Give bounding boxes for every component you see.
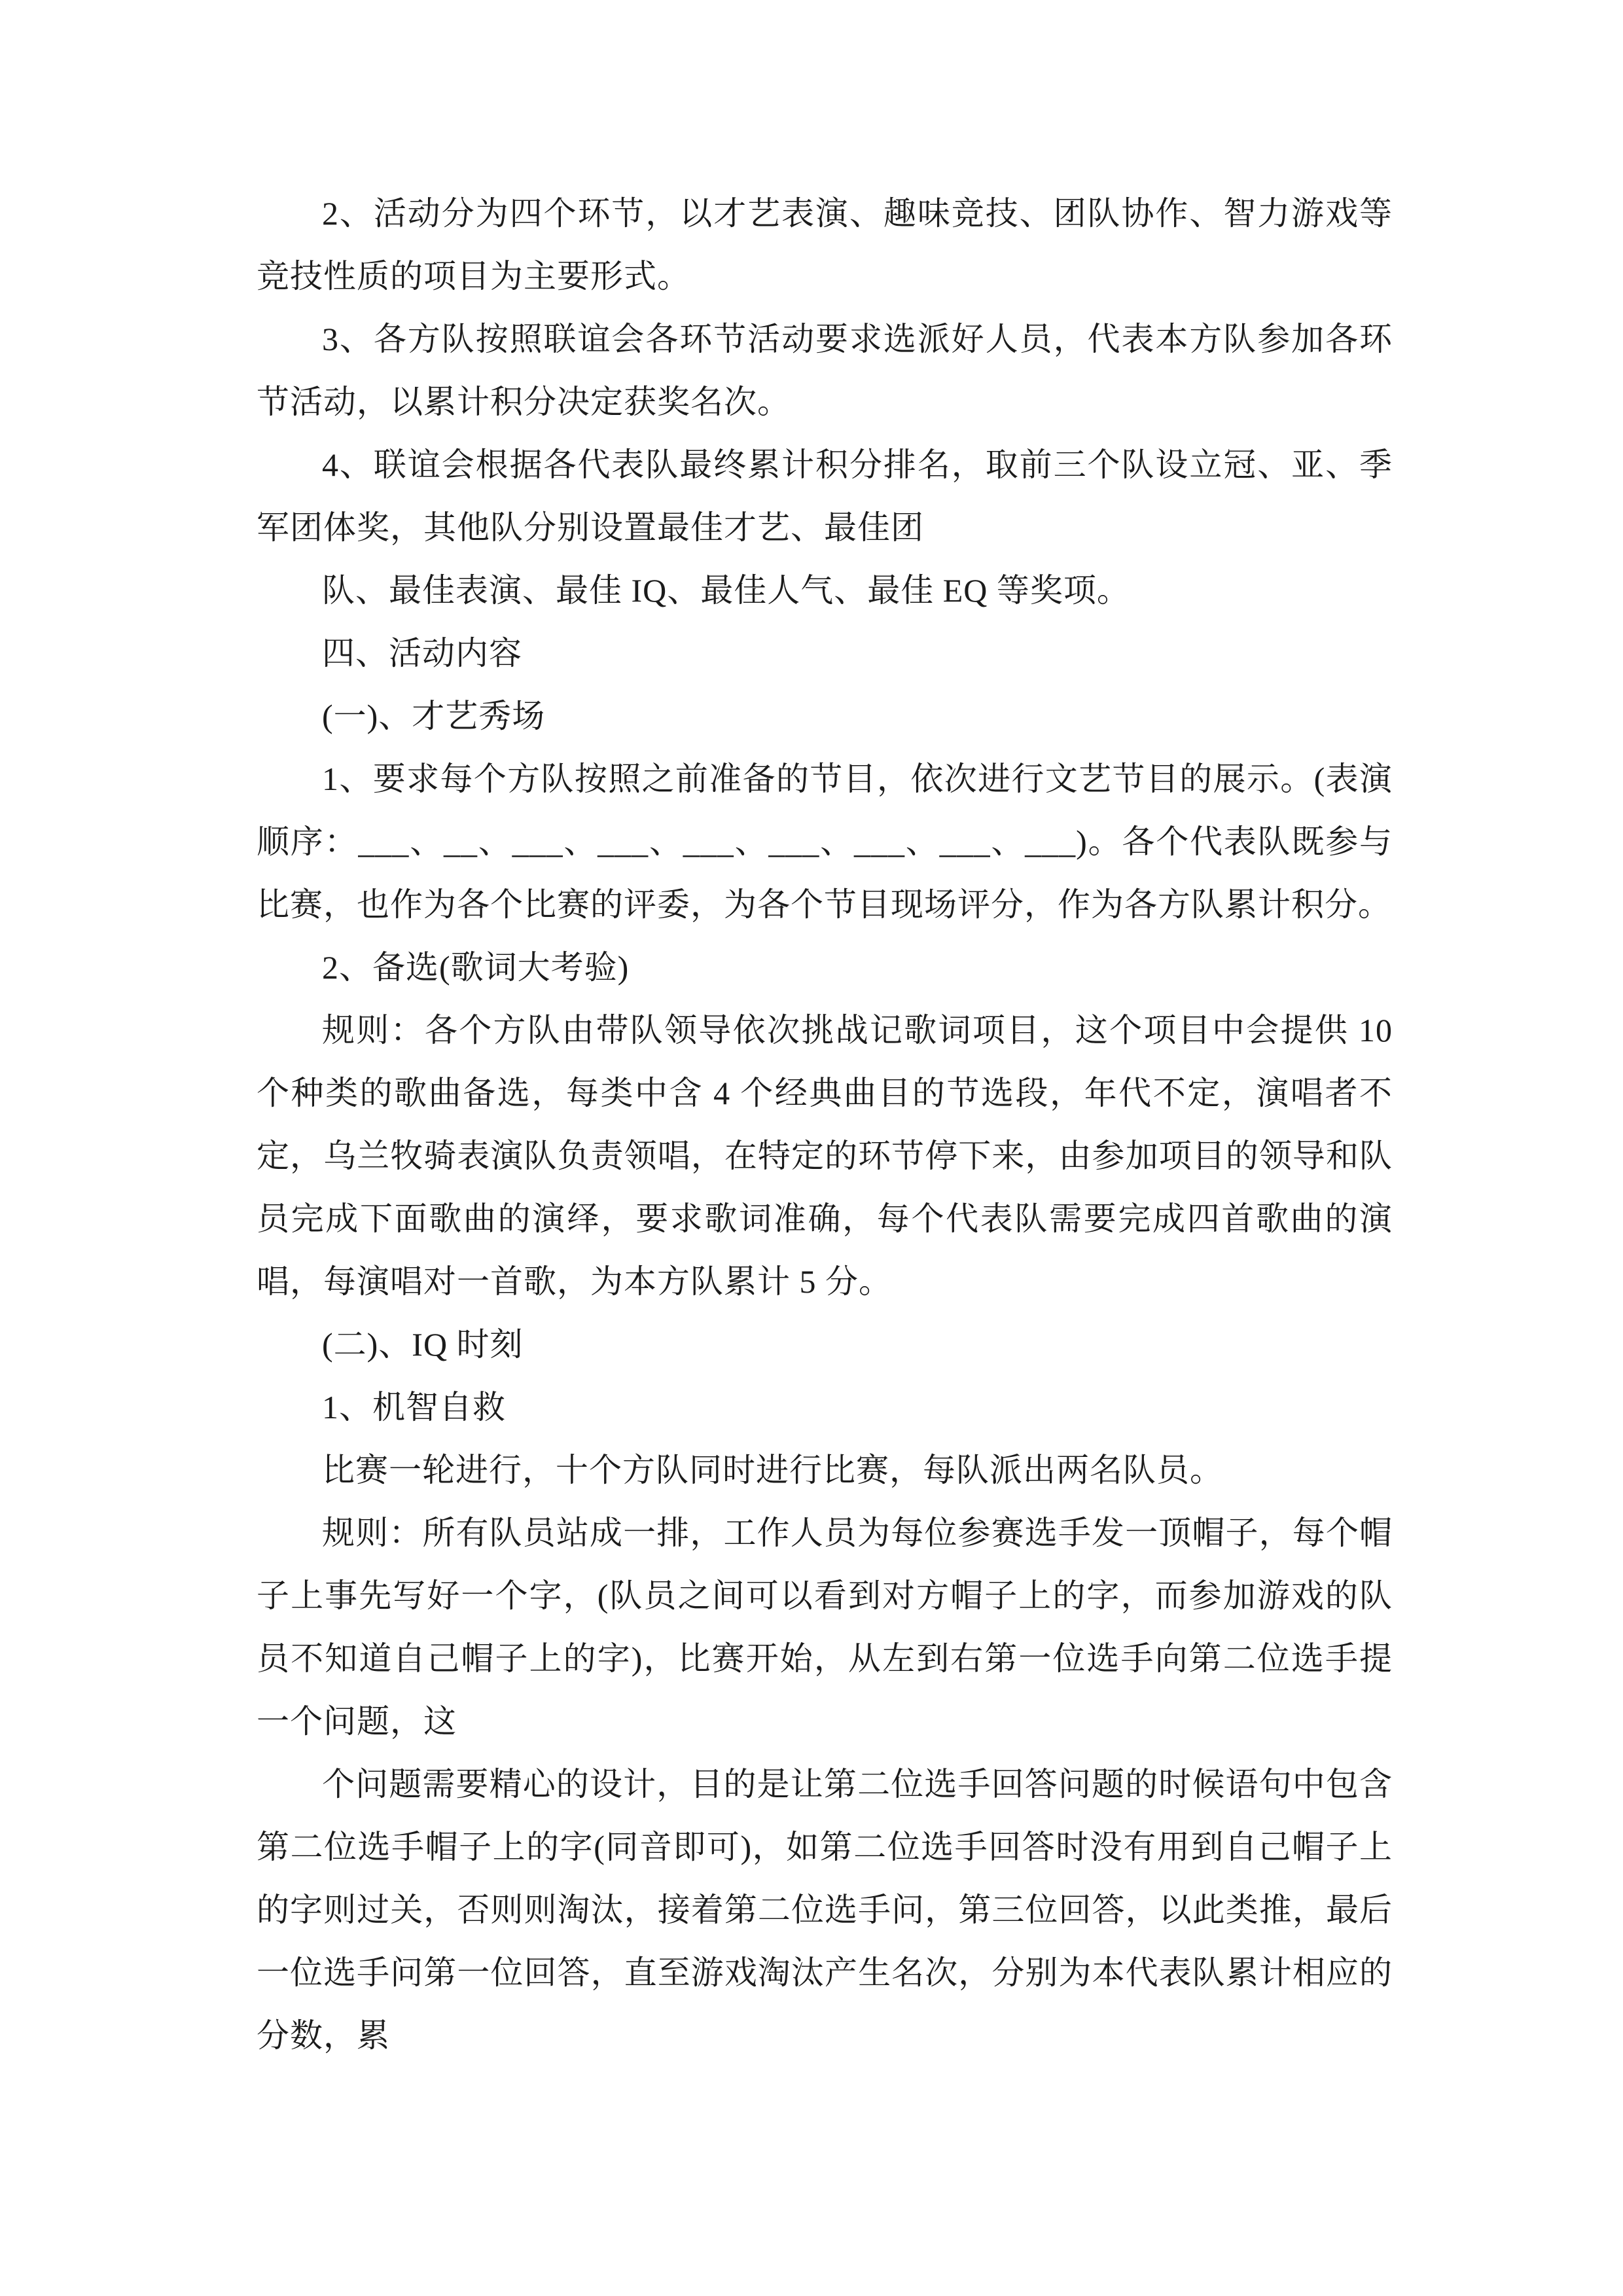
heading-section-activity-content: 四、活动内容	[322, 635, 522, 672]
paragraph-self-rescue-rules-continued: 个问题需要精心的设计，目的是让第二位选手回答问题的时候语句中包含第二位选手帽子上的字(同音即可)，如第二位选手回答时没有用到自己帽子上的字则过关，否则则淘汰，接着第二位选手问，第三位回答，以此类推，最后一位选手问第一位回答，直至游戏淘汰产生名次，分别为本代表队累计相应的分数，累	[257, 1766, 1393, 2054]
paragraph-awards: 4、联谊会根据各代表队最终累计积分排名，取前三个队设立冠、亚、季军团体奖，其他队分别设置最佳才艺、最佳团	[257, 446, 1393, 546]
paragraph-team-selection: 3、各方队按照联谊会各环节活动要求选派好人员，代表本方队参加各环节活动，以累计积分决定获奖名次。	[257, 321, 1393, 420]
paragraph-awards-continued: 队、最佳表演、最佳 IQ、最佳人气、最佳 EQ 等奖项。	[322, 572, 1130, 609]
heading-self-rescue: 1、机智自救	[322, 1389, 506, 1426]
heading-talent-show: (一)、才艺秀场	[322, 698, 546, 734]
paragraph-self-rescue-intro: 比赛一轮进行，十个方队同时进行比赛，每队派出两名队员。	[322, 1452, 1223, 1488]
heading-iq-moment: (二)、IQ 时刻	[322, 1326, 524, 1363]
heading-lyrics-challenge: 2、备选(歌词大考验)	[322, 949, 630, 986]
paragraph-activity-format: 2、活动分为四个环节，以才艺表演、趣味竞技、团队协作、智力游戏等竞技性质的项目为主要形式。	[257, 195, 1393, 295]
paragraph-talent-show-rules: 1、要求每个方队按照之前准备的节目，依次进行文艺节目的展示。(表演顺序：___、__、___、___、___、___、___、___、___)。各个代表队既参与比赛，也作为各个比赛的评委，为各个节目现场评分，作为各方队累计积分。	[257, 761, 1393, 923]
paragraph-lyrics-challenge-rules: 规则：各个方队由带队领导依次挑战记歌词项目，这个项目中会提供 10 个种类的歌曲备选，每类中含 4 个经典曲目的节选段，年代不定，演唱者不定，乌兰牧骑表演队负责领唱，在特定的环节停下来，由参加项目的领导和队员完成下面歌曲的演绎，要求歌词准确，每个代表队需要完成四首歌曲的演唱，每演唱对一首歌，为本方队累计 5 分。	[257, 1012, 1393, 1300]
paragraph-self-rescue-rules: 规则：所有队员站成一排，工作人员为每位参赛选手发一顶帽子，每个帽子上事先写好一个字，(队员之间可以看到对方帽子上的字，而参加游戏的队员不知道自己帽子上的字)，比赛开始，从左到右第一位选手向第二位选手提一个问题，这	[257, 1515, 1393, 1740]
